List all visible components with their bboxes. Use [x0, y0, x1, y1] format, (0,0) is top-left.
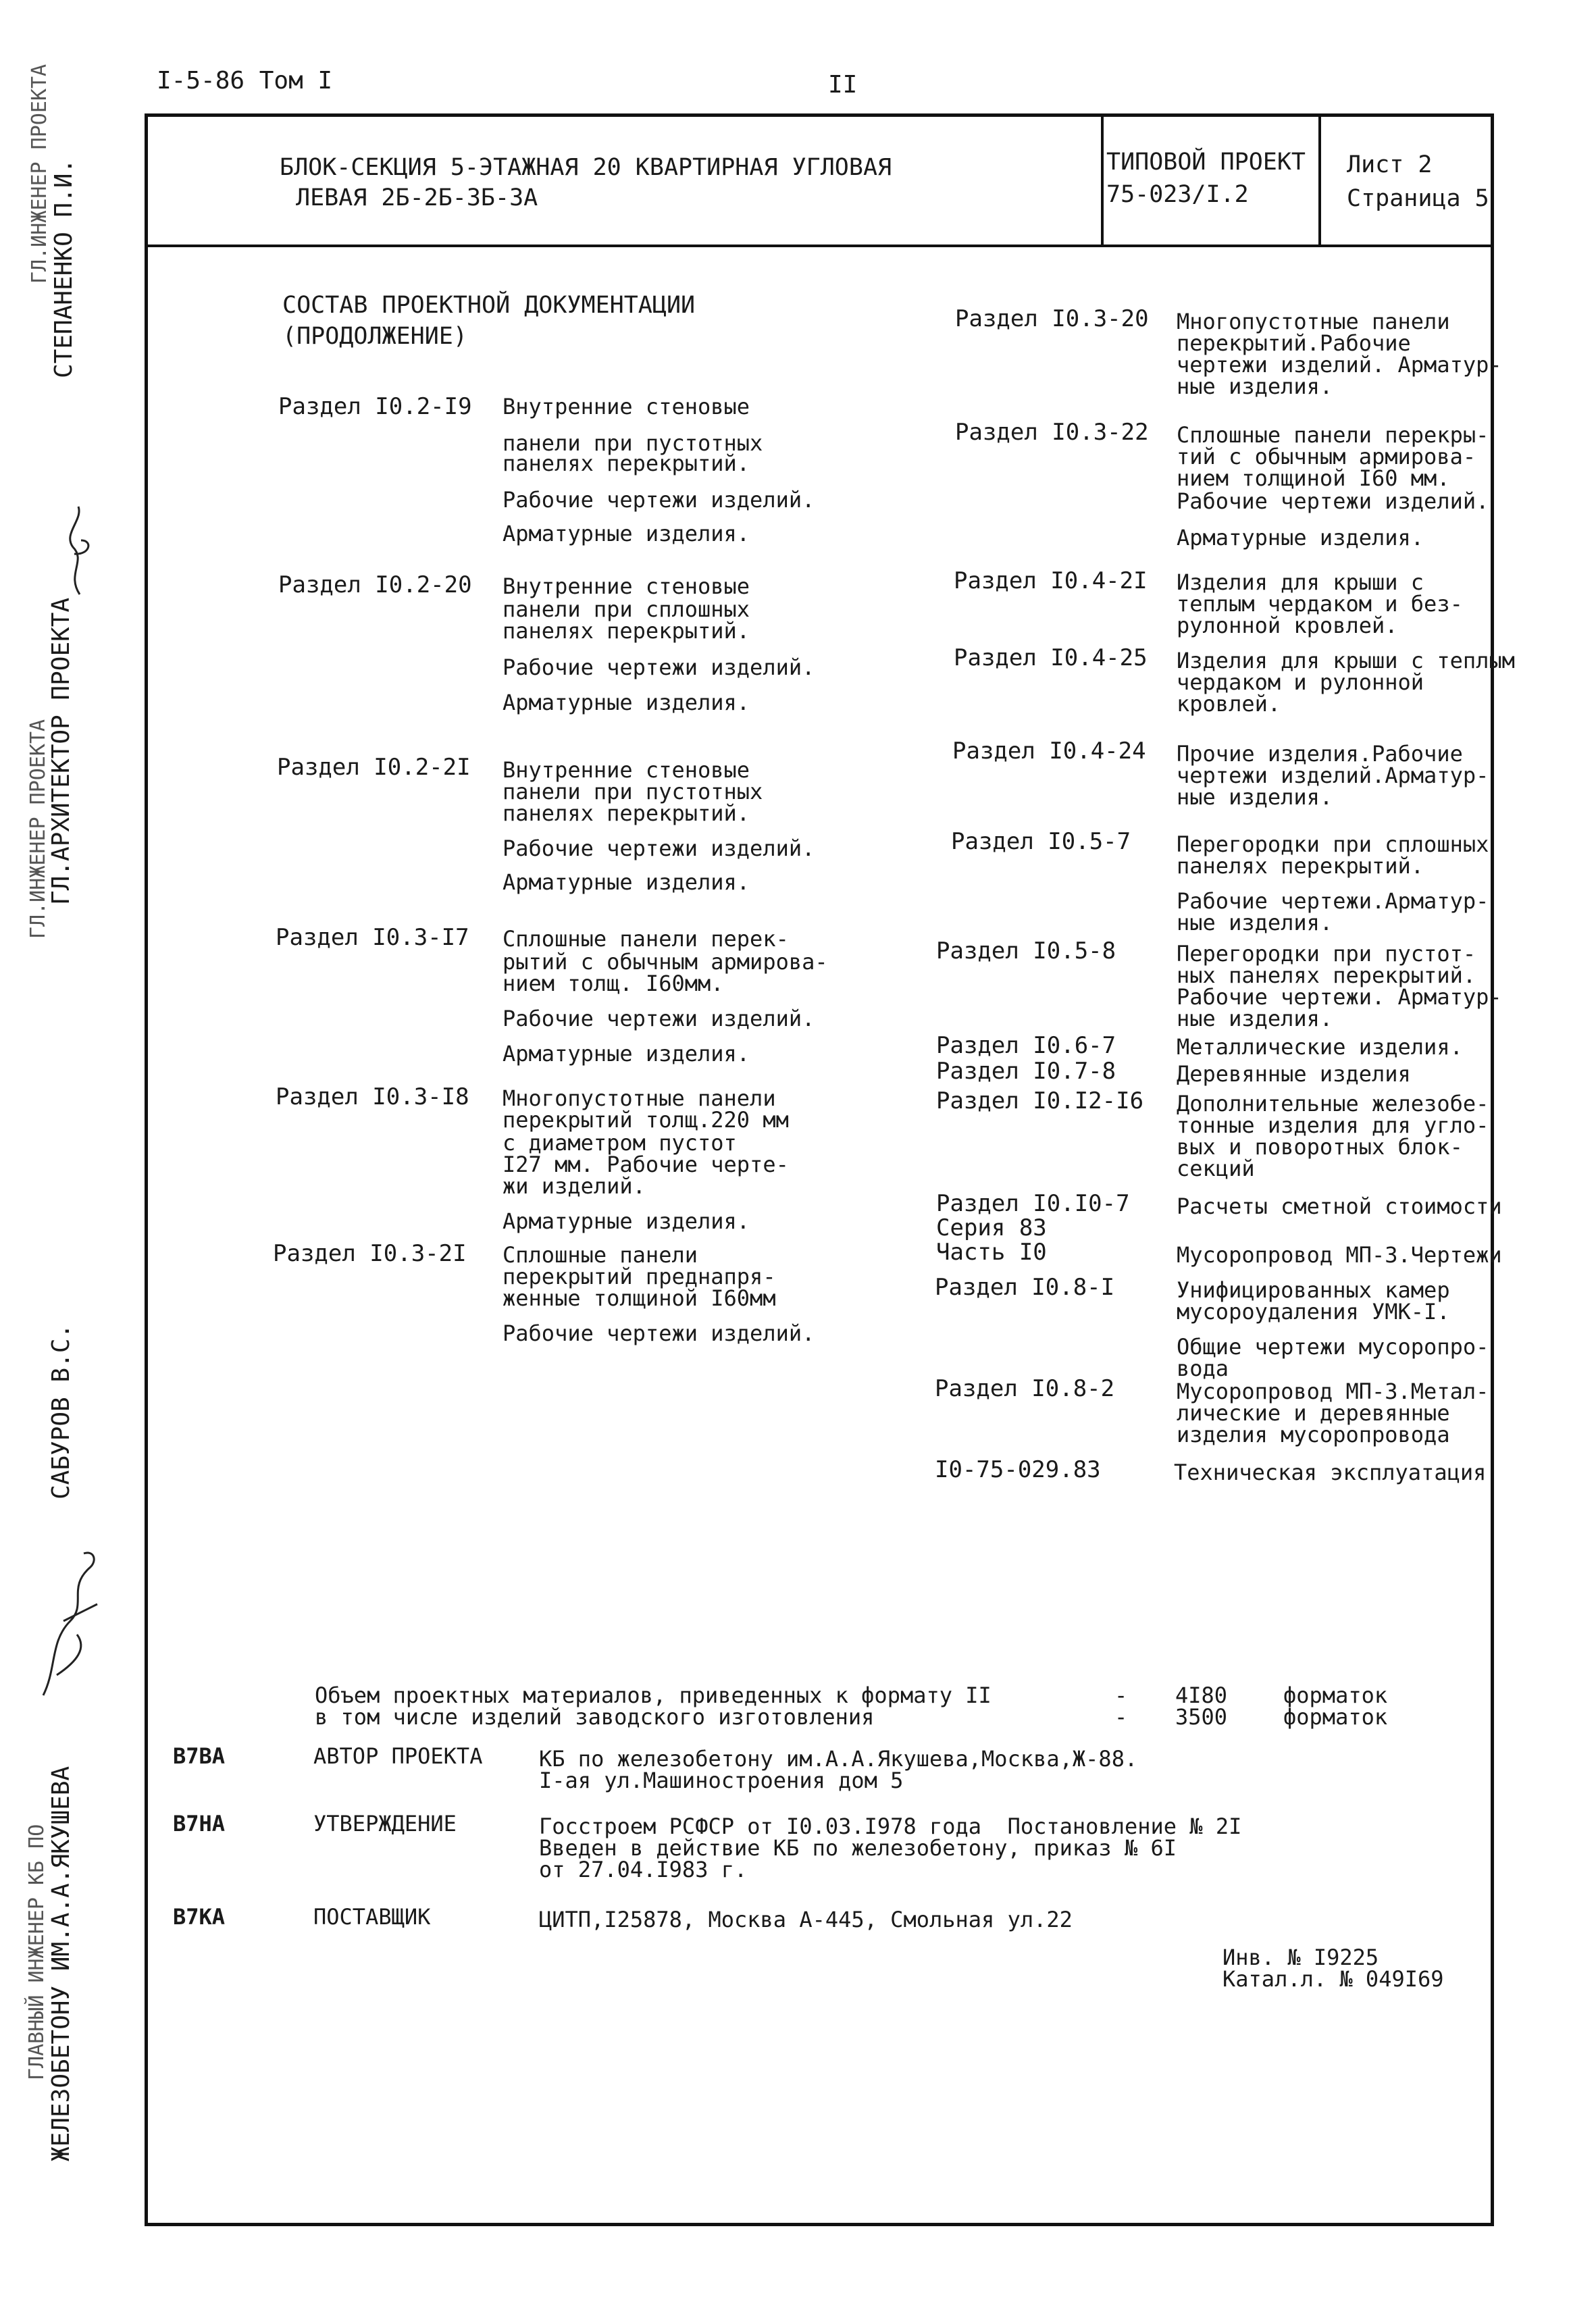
section-description: вода [1177, 1356, 1229, 1381]
section-description: теплым чердаком и без- [1177, 591, 1463, 617]
title-divider-1 [1101, 113, 1104, 247]
supplier-code: В7КА [173, 1904, 226, 1930]
section-number: Раздел I0.8-2 [935, 1375, 1115, 1402]
section-description: изделия мусоропровода [1177, 1422, 1450, 1447]
section-description: тий с обычным армирова- [1177, 444, 1476, 469]
approval-code: В7НА [173, 1811, 226, 1836]
section-description: нием толщ. I60мм. [503, 971, 724, 996]
author-label: АВТОР ПРОЕКТА [313, 1743, 483, 1769]
section-number: Раздел I0.I2-I6 [936, 1087, 1144, 1114]
section-description: Арматурные изделия. [503, 869, 750, 895]
section-description: Металлические изделия. [1177, 1034, 1463, 1060]
approval-label: УТВЕРЖДЕНИЕ [313, 1811, 457, 1836]
section-description: Сплошные панели [503, 1242, 698, 1268]
section-description: Общие чертежи мусоропро- [1177, 1334, 1489, 1360]
stamp-name: СТЕПАНЕНКО П.И. [50, 158, 78, 378]
section-number: Раздел I0.I0-7 [936, 1190, 1130, 1217]
page-label: Страница 5 [1347, 185, 1489, 212]
catalogue-sheet-number: Катал.л. № 049I69 [1222, 1966, 1444, 1992]
volume-total-value: 4I80 [1175, 1682, 1228, 1708]
section-description: Изделия для крыши с теплым [1177, 648, 1515, 673]
section-description: Рабочие чертежи изделий. [503, 835, 815, 861]
sheet-number: Лист 2 [1347, 151, 1433, 178]
section-description: панелях перекрытий. [503, 451, 750, 476]
section-number: Раздел I0.6-7 [936, 1032, 1116, 1059]
section-description: рытий с обычным армирова- [503, 949, 828, 975]
volume-unit: форматок [1283, 1704, 1388, 1730]
section-description: перекрытий преднапря- [503, 1264, 776, 1289]
section-description: с диаметром пустот [503, 1130, 737, 1156]
section-description: Рабочие чертежи изделий. [503, 654, 815, 680]
section-description: Рабочие чертежи изделий. [1177, 488, 1489, 514]
stamp-name: САБУРОВ В.С. [47, 1323, 75, 1499]
project-type: ТИПОВОЙ ПРОЕКТ [1106, 149, 1306, 176]
section-number: Раздел I0.3-I8 [276, 1083, 469, 1110]
section-number: Раздел I0.2-20 [278, 571, 472, 598]
part-number: Часть I0 [936, 1239, 1047, 1266]
section-description: панели при сплошных [503, 596, 750, 622]
section-description: Арматурные изделия. [1177, 525, 1424, 550]
supplier-line: ЦИТП,I25878, Москва А-445, Смольная ул.22 [539, 1907, 1073, 1932]
document-code: I-5-86 Том I [157, 67, 333, 95]
section-description: Дополнительные железобе- [1177, 1091, 1489, 1116]
section-description: Внутренние стеновые [503, 573, 750, 599]
section-number: Раздел I0.3-20 [955, 305, 1149, 332]
section-description: панелях перекрытий. [1177, 853, 1424, 879]
title-line-1: БЛОК-СЕКЦИЯ 5-ЭТАЖНАЯ 20 КВАРТИРНАЯ УГЛОВАЯ [280, 154, 892, 181]
section-number: Раздел I0.4-24 [952, 738, 1146, 765]
stamp-position: ГЛ.АРХИТЕКТОР ПРОЕКТА [47, 597, 75, 905]
section-description: панели при пустотных [503, 779, 763, 804]
section-description: женные толщиной I60мм [503, 1285, 776, 1311]
section-description: Рабочие чертежи изделий. [503, 1320, 815, 1346]
inventory-number: Инв. № I9225 [1222, 1945, 1379, 1970]
contents-heading: СОСТАВ ПРОЕКТНОЙ ДОКУМЕНТАЦИИ [282, 292, 696, 319]
section-number: Раздел I0.2-I9 [278, 393, 472, 420]
page-number: II [828, 71, 858, 99]
section-description: Внутренние стеновые [503, 757, 750, 783]
section-description: мусороудаления УМК-I. [1177, 1299, 1450, 1325]
section-description: Арматурные изделия. [503, 521, 750, 546]
approval-line: Госстроем РСФСР от I0.03.I978 года Постановление № 2I [539, 1814, 1242, 1839]
section-description: Техническая эксплуатация [1174, 1460, 1487, 1485]
stamp-position: ГЛ.ИНЖЕНЕР ПРОЕКТА [26, 719, 50, 939]
section-description: нием толщиной I60 мм. [1177, 465, 1450, 491]
approval-line: от 27.04.I983 г. [539, 1857, 748, 1882]
volume-unit: форматок [1283, 1682, 1388, 1708]
section-description: Рабочие чертежи.Арматур- [1177, 888, 1489, 914]
author-line: I-ая ул.Машиностроения дом 5 [539, 1768, 904, 1793]
section-number: Раздел I0.4-2I [954, 567, 1148, 594]
section-description: Арматурные изделия. [503, 1041, 750, 1066]
volume-factory-value: 3500 [1175, 1704, 1228, 1730]
signature-mark [30, 1540, 104, 1702]
section-description: ные изделия. [1177, 910, 1333, 935]
author-line: КБ по железобетону им.А.А.Якушева,Москва,Ж-88. [539, 1746, 1138, 1772]
author-code: В7ВА [173, 1743, 226, 1769]
section-description: вых и поворотных блок- [1177, 1134, 1463, 1160]
section-description: панелях перекрытий. [503, 800, 750, 826]
section-description: Прочие изделия.Рабочие [1177, 741, 1463, 767]
section-description: I27 мм. Рабочие черте- [503, 1152, 789, 1177]
section-description: Перегородки при сплошных [1177, 831, 1489, 857]
section-description: Рабочие чертежи изделий. [503, 1006, 815, 1031]
section-description: панелях перекрытий. [503, 618, 750, 644]
volume-dash: - [1114, 1682, 1128, 1708]
section-description: чердаком и рулонной [1177, 669, 1424, 695]
series-number: Серия 83 [936, 1214, 1047, 1241]
stamp-position: ГЛ.ИНЖЕНЕР ПРОЕКТА [28, 63, 51, 284]
section-description: секций [1177, 1156, 1255, 1181]
section-description: тонные изделия для угло- [1177, 1112, 1489, 1138]
approval-line: Введен в действие КБ по железобетону, приказ № 6I [539, 1835, 1177, 1861]
section-description: Арматурные изделия. [503, 690, 750, 715]
section-description: Сплошные панели перек- [503, 926, 789, 952]
section-description: Арматурные изделия. [503, 1208, 750, 1234]
stamp-organization: ЖЕЛЕЗОБЕТОНУ ИМ.А.А.ЯКУШЕВА [47, 1766, 75, 2161]
section-number: Раздел I0.3-22 [955, 419, 1149, 446]
section-description: лические и деревянные [1177, 1400, 1450, 1426]
section-description: Многопустотные панели [503, 1085, 776, 1111]
section-description: ные изделия. [1177, 1006, 1333, 1031]
section-description: чертежи изделий.Арматур- [1177, 763, 1489, 788]
volume-total-label: Объем проектных материалов, приведенных к формату II [315, 1682, 992, 1708]
title-block-bottom-rule [145, 245, 1494, 247]
section-description: Расчеты сметной стоимости [1177, 1193, 1502, 1219]
section-description: жи изделий. [503, 1173, 646, 1199]
section-description: ные изделия. [1177, 784, 1333, 810]
section-number: Раздел I0.2-2I [277, 754, 471, 781]
section-number: Раздел I0.8-I [935, 1274, 1115, 1301]
supplier-label: ПОСТАВЩИК [313, 1904, 431, 1930]
title-divider-2 [1318, 113, 1321, 247]
section-number: Раздел I0.4-25 [954, 644, 1148, 671]
section-description: Сплошные панели перекры- [1177, 422, 1489, 448]
section-description: Перегородки при пустот- [1177, 941, 1476, 967]
document-number: I0-75-029.83 [935, 1456, 1101, 1483]
section-number: Раздел I0.3-I7 [276, 924, 469, 951]
section-number: Раздел I0.7-8 [936, 1058, 1116, 1085]
section-description: Рабочие чертежи изделий. [503, 487, 815, 513]
section-description: Изделия для крыши с [1177, 569, 1424, 595]
section-description: Деревянные изделия [1177, 1061, 1411, 1087]
section-description: Мусоропровод МП-3.Метал- [1177, 1379, 1489, 1404]
section-number: Раздел I0.5-7 [951, 828, 1131, 855]
section-description: чертежи изделий. Арматур- [1177, 352, 1502, 378]
section-description: кровлей. [1177, 691, 1281, 717]
title-line-2: ЛЕВАЯ 2Б-2Б-3Б-3А [296, 184, 538, 211]
section-description: перекрытий толщ.220 мм [503, 1107, 789, 1133]
section-description: ные изделия. [1177, 374, 1333, 399]
section-description: Унифицированных камер [1177, 1277, 1450, 1303]
section-description: панели при пустотных [503, 430, 763, 456]
section-description: рулонной кровлей. [1177, 613, 1398, 638]
section-number: Раздел I0.3-2I [273, 1240, 467, 1267]
section-number: Раздел I0.5-8 [936, 937, 1116, 965]
section-description: Рабочие чертежи. Арматур- [1177, 984, 1502, 1010]
contents-heading-continued: (ПРОДОЛЖЕНИЕ) [282, 323, 467, 350]
section-description: ных панелях перекрытий. [1177, 962, 1476, 988]
volume-dash: - [1114, 1704, 1128, 1730]
project-number: 75-023/I.2 [1106, 181, 1249, 208]
section-description: Мусоропровод МП-3.Чертежи [1177, 1242, 1502, 1268]
volume-factory-label: в том числе изделий заводского изготовления [315, 1704, 875, 1730]
section-description: Многопустотные панели [1177, 309, 1450, 334]
section-description: Внутренние стеновые [503, 394, 750, 419]
section-description: перекрытий.Рабочие [1177, 330, 1411, 356]
stamp-position: ГЛАВНЫЙ ИНЖЕНЕР КБ ПО [25, 1824, 49, 2080]
signature-mark [32, 493, 107, 601]
